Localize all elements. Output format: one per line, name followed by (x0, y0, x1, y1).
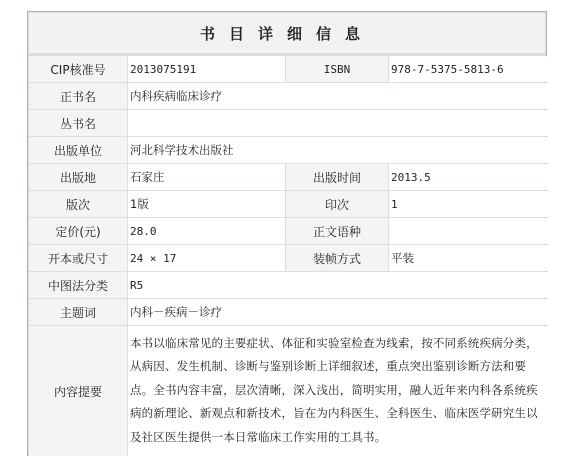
table-row (29, 245, 547, 271)
subject-label: 主题词 (29, 299, 128, 325)
language-label: 正文语种 (286, 218, 389, 244)
table-row (29, 56, 547, 82)
subject-value: 内科－疾病－诊疗 (128, 299, 547, 325)
cip-label: CIP核准号 (29, 56, 128, 82)
book-info-table (29, 55, 547, 457)
place-label: 出版地 (29, 164, 128, 190)
table-row (29, 164, 547, 190)
book-detail-card (27, 11, 547, 456)
format-label: 开本或尺寸 (29, 245, 128, 271)
publisher-label: 出版单位 (29, 137, 128, 163)
table-row (29, 137, 547, 163)
table-row (29, 326, 547, 456)
table-row (29, 110, 547, 136)
price-label: 定价(元) (29, 218, 128, 244)
page-title: 书目详细信息 (29, 13, 545, 53)
edition-label: 版次 (29, 191, 128, 217)
clc-value: R5 (128, 272, 547, 298)
edition-value: 1版 (128, 191, 286, 217)
printing-label: 印次 (286, 191, 389, 217)
printing-value: 1 (389, 191, 547, 217)
cip-value: 2013075191 (128, 56, 286, 82)
binding-label: 装帧方式 (286, 245, 389, 271)
binding-value: 平装 (389, 245, 547, 271)
table-row (29, 191, 547, 217)
series-value (128, 110, 547, 136)
table-row (29, 218, 547, 244)
isbn-label: ISBN (286, 56, 389, 82)
table-row (29, 272, 547, 298)
table-row (29, 299, 547, 325)
summary-label: 内容提要 (29, 326, 128, 456)
table-row (29, 83, 547, 109)
publisher-value: 河北科学技术出版社 (128, 137, 547, 163)
pub-date-value: 2013.5 (389, 164, 547, 190)
pub-date-label: 出版时间 (286, 164, 389, 190)
isbn-value: 978-7-5375-5813-6 (389, 56, 547, 82)
price-value: 28.0 (128, 218, 286, 244)
series-label: 丛书名 (29, 110, 128, 136)
format-value: 24 × 17 (128, 245, 286, 271)
language-value (389, 218, 547, 244)
summary-value: 本书以临床常见的主要症状、体征和实验室检查为线索，按不同系统疾病分类，从病因、发生机制、诊断与鉴别诊断上详细叙述，重点突出鉴别诊断方法和要点。全书内容丰富，层次清晰，深入浅出，简明实用，融人近年来内科各系统疾病的新理论、新观点和新技术，旨在为内科医生、全科医生、临床医学研究生以及社区医生提供一本日常临床工作实用的工具书。 (128, 326, 547, 456)
book-title-label: 正书名 (29, 83, 128, 109)
place-value: 石家庄 (128, 164, 286, 190)
clc-label: 中图法分类 (29, 272, 128, 298)
book-title-value: 内科疾病临床诊疗 (128, 83, 547, 109)
